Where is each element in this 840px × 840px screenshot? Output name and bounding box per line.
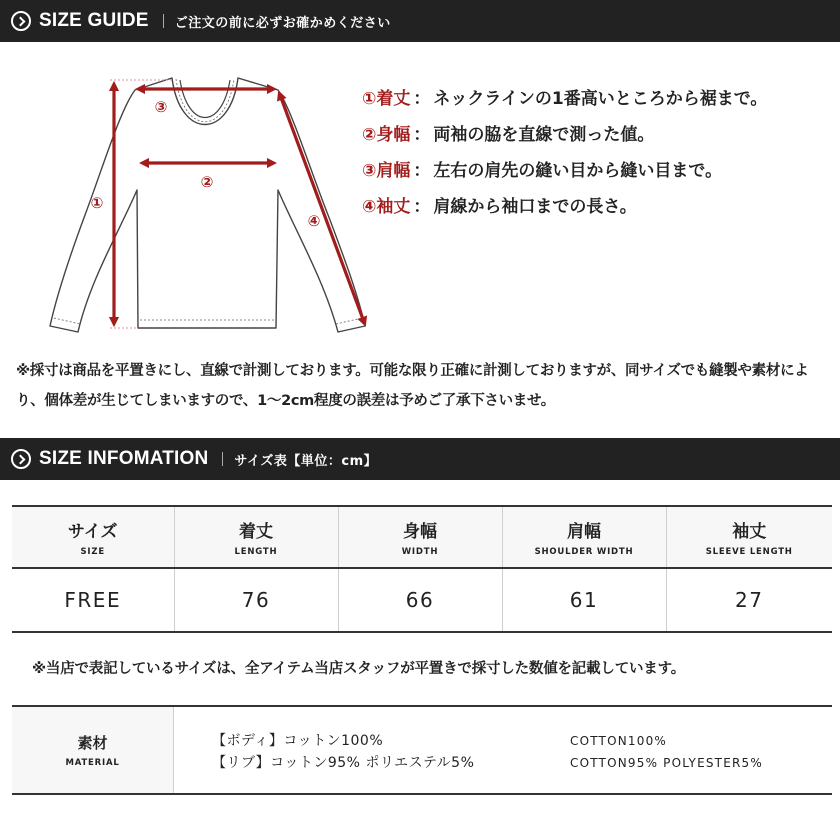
staff-note: ※当店で表記しているサイズは、全アイテム当店スタッフが平置きで採寸した数値を記載しています。 <box>32 661 686 677</box>
material-en <box>570 730 763 774</box>
marker-sleeve: ④ <box>307 212 321 230</box>
garment-diagram <box>40 70 380 340</box>
chevron-circle-icon <box>11 449 31 469</box>
material-en-line: COTTON95% POLYESTER5% <box>570 756 763 770</box>
table-header-row <box>12 506 832 568</box>
material-label: 素材 MATERIAL <box>12 707 174 793</box>
material-en-line: COTTON100% <box>570 734 668 748</box>
size-guide-header <box>0 0 840 42</box>
size-info-header <box>0 438 840 480</box>
table-header-cell: 身幅 WIDTH <box>338 506 502 568</box>
guide-desc: ネックラインの1番高いところから裾まで。 <box>433 89 768 109</box>
header-divider <box>222 452 223 466</box>
table-cell: 76 <box>174 568 338 632</box>
header-divider <box>163 14 164 28</box>
table-cell: 27 <box>735 588 764 612</box>
material-section <box>12 705 832 795</box>
marker-shoulder: ③ <box>154 98 168 116</box>
marker-width: ② <box>200 173 214 191</box>
table-cell: 61 <box>502 568 666 632</box>
marker-length: ① <box>90 194 104 212</box>
measurement-note: ※採寸は商品を平置きにし、直線で計測しております。可能な限り正確に計測しておりますが、同サイズでも縫製や素材により、個体差が生じてしまいますので、1〜2cm程度の誤差は予めご了承下さいませ。 <box>16 363 809 409</box>
guide-desc: 両袖の脇を直線で測った値。 <box>433 125 655 145</box>
chevron-circle-icon <box>11 11 31 31</box>
size-guide-title: SIZE GUIDE <box>39 10 149 31</box>
size-guide-subtitle: ご注文の前に必ずお確かめください <box>174 15 391 31</box>
guide-desc: 左右の肩先の縫い目から縫い目まで。 <box>433 161 723 181</box>
measurement-guide-list <box>362 84 767 228</box>
guide-desc: 肩線から袖口までの長さ。 <box>433 197 637 217</box>
guide-item-shoulder: ③肩幅 ： 左右の肩先の縫い目から縫い目まで。 <box>362 156 767 192</box>
guide-term: ④袖丈 <box>362 197 411 217</box>
size-info-subtitle: サイズ表【単位：cm】 <box>234 453 378 469</box>
material-ja-line: 【ボディ】コットン100% <box>212 733 384 749</box>
table-cell: FREE <box>12 568 174 632</box>
guide-item-width: ②身幅 ： 両袖の脇を直線で測った値。 <box>362 120 767 156</box>
table-header-cell: 着丈 LENGTH <box>174 506 338 568</box>
size-info-title: SIZE INFOMATION <box>39 448 209 469</box>
table-header-cell: 肩幅 SHOULDER WIDTH <box>502 506 666 568</box>
guide-term: ②身幅 <box>362 125 411 145</box>
table-header-cell: 袖丈 SLEEVE LENGTH <box>666 506 832 568</box>
guide-item-length: ①着丈 ： ネックラインの1番高いところから裾まで。 <box>362 84 767 120</box>
guide-term: ③肩幅 <box>362 161 411 181</box>
material-ja-line: 【リブ】コットン95% ポリエステル5% <box>212 755 475 771</box>
table-header-cell: サイズ SIZE <box>12 506 174 568</box>
guide-item-sleeve: ④袖丈 ： 肩線から袖口までの長さ。 <box>362 192 767 228</box>
table-row <box>12 568 832 632</box>
material-ja <box>212 730 474 774</box>
guide-term: ①着丈 <box>362 89 411 109</box>
table-cell: 66 <box>338 568 502 632</box>
size-table <box>12 505 832 633</box>
